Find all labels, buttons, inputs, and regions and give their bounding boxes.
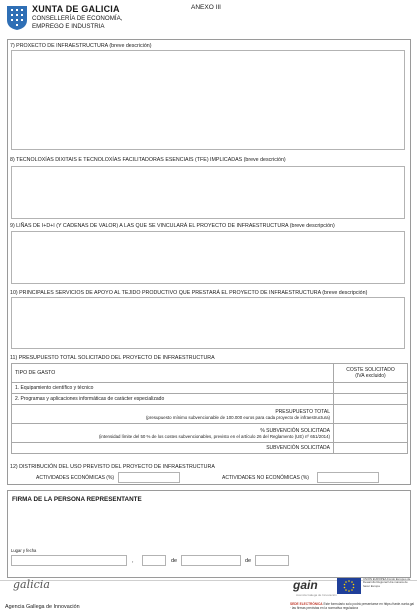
section-8-label: 8) TECNOLOXÍAS DIXITAIS E TECNOLOXÍAS FACILITADORAS ESENCIAIS (TFE) IMPLICADAS (breve descrición): [10, 157, 286, 163]
de-separator-1: de: [171, 558, 178, 564]
day-input[interactable]: [142, 555, 166, 566]
budget-sub-row: [12, 443, 408, 454]
org-line2: EMPREGO E INDUSTRIA: [32, 22, 105, 30]
budget-row-1-input[interactable]: [334, 383, 408, 394]
year-input[interactable]: [255, 555, 289, 566]
economic-activities-label: ACTIVIDADES ECONÓMICAS (%): [36, 475, 115, 481]
budget-total-row: [12, 405, 408, 424]
org-subtitle: [32, 15, 122, 30]
non-economic-activities-input[interactable]: [317, 472, 379, 483]
sede-notice: [290, 602, 415, 610]
budget-table: [11, 363, 408, 454]
signature-title: FIRMA DE LA PERSONA REPRESENTANTE: [12, 496, 142, 503]
eu-stars-icon: [337, 578, 361, 594]
section-9-textarea[interactable]: [11, 231, 405, 284]
place-input[interactable]: [11, 555, 127, 566]
month-input[interactable]: [181, 555, 241, 566]
economic-activities-input[interactable]: [118, 472, 180, 483]
budget-pct-label: % SUBVENCIÓN SOLICITADA: [260, 427, 330, 434]
budget-pct-row: [12, 424, 408, 443]
place-date-label: Lugar y fecha: [11, 548, 37, 553]
budget-pct-input[interactable]: [334, 424, 408, 443]
section-10-label: 10) PRINCIPALES SERVICIOS DE APOYO AL TEJIDO PRODUCTIVO QUE PRESTARÁ EL PROYECTO DE INFRAESTRUCTURA (breve descripción): [10, 290, 368, 296]
org-line1: CONSELLERÍA DE ECONOMÍA,: [32, 15, 123, 22]
table-row: [12, 394, 408, 405]
budget-col-cost: [334, 364, 408, 383]
budget-pct-cell: [12, 424, 334, 443]
budget-total-note: (presupuesto mínimo subvencionable de 100.000 euros para cada proyecto de infraestructura): [145, 414, 330, 420]
section-12-label: 12) DISTRIBUCIÓN DEL USO PREVISTO DEL PROYECTO DE INFRAESTRUCTURA: [10, 464, 215, 470]
eu-flag-icon: [337, 578, 361, 594]
budget-pct-note: (intensidad límite del 50 % de los costes subvencionables, previsto en el artículo 26 del Reglamento (UE) nº 651/2014): [98, 433, 330, 439]
gain-subtitle: Axencia Galega de Innovación: [296, 593, 337, 597]
section-11-label: 11) PRESUPUESTO TOTAL SOLICITADO DEL PROYECTO DE INFRAESTRUCTURA: [10, 355, 215, 361]
galicia-logo: galicia: [13, 578, 50, 591]
budget-total-label: PRESUPUESTO TOTAL: [275, 408, 330, 415]
sede-text: Este formulario solo podrá presentarse en https://sede.xunta.gal · las firmas previstas en la normativa reguladora: [290, 602, 415, 610]
org-title: XUNTA DE GALICIA: [32, 4, 120, 14]
budget-total-input[interactable]: [334, 405, 408, 424]
eu-text: UNIÓN EUROPEA Fondo Europeo de Desarrollo Regional Una manera de hacer Europa: [363, 577, 411, 588]
table-row: [12, 383, 408, 394]
section-7-textarea[interactable]: [11, 50, 405, 150]
budget-col-cost-line2: (IVA excluido): [355, 373, 386, 379]
budget-total-cell: [12, 405, 334, 424]
xunta-shield-icon: [6, 5, 28, 31]
agency-name: Agencia Gallega de Innovación: [5, 604, 80, 610]
section-7-label: 7) PROXECTO DE INFRAESTRUCTURA (breve descrición): [10, 43, 152, 49]
section-10-textarea[interactable]: [11, 297, 405, 349]
non-economic-activities-label: ACTIVIDADES NO ECONÓMICAS (%): [222, 475, 309, 481]
budget-row-2-input[interactable]: [334, 394, 408, 405]
page-header: [0, 0, 417, 40]
budget-sub-input[interactable]: [334, 443, 408, 454]
budget-col-type: TIPO DE GASTO: [12, 364, 334, 383]
budget-sub-label: SUBVENCIÓN SOLICITADA: [12, 443, 334, 454]
de-separator-2: de: [245, 558, 252, 564]
annex-label: ANEXO III: [191, 4, 221, 11]
budget-row-2-label: 2. Programas y aplicaciones informáticas de carácter especializado: [12, 394, 334, 405]
gain-logo: gain: [293, 578, 318, 592]
budget-col-cost-line1: COSTE SOLICITADO: [346, 367, 395, 373]
sede-title: SEDE ELECTRÓNICA: [290, 602, 323, 606]
section-9-label: 9) LIÑAS DE I+D+I (Y CADENAS DE VALOR) A LAS QUE SE VINCULARÁ EL PROYECTO DE INFRAESTRUCTURA (breve descripción): [10, 223, 335, 229]
budget-row-1-label: 1. Equipamiento científico y técnico: [12, 383, 334, 394]
budget-header-row: [12, 364, 408, 383]
section-8-textarea[interactable]: [11, 166, 405, 219]
comma-separator: ,: [132, 558, 134, 564]
